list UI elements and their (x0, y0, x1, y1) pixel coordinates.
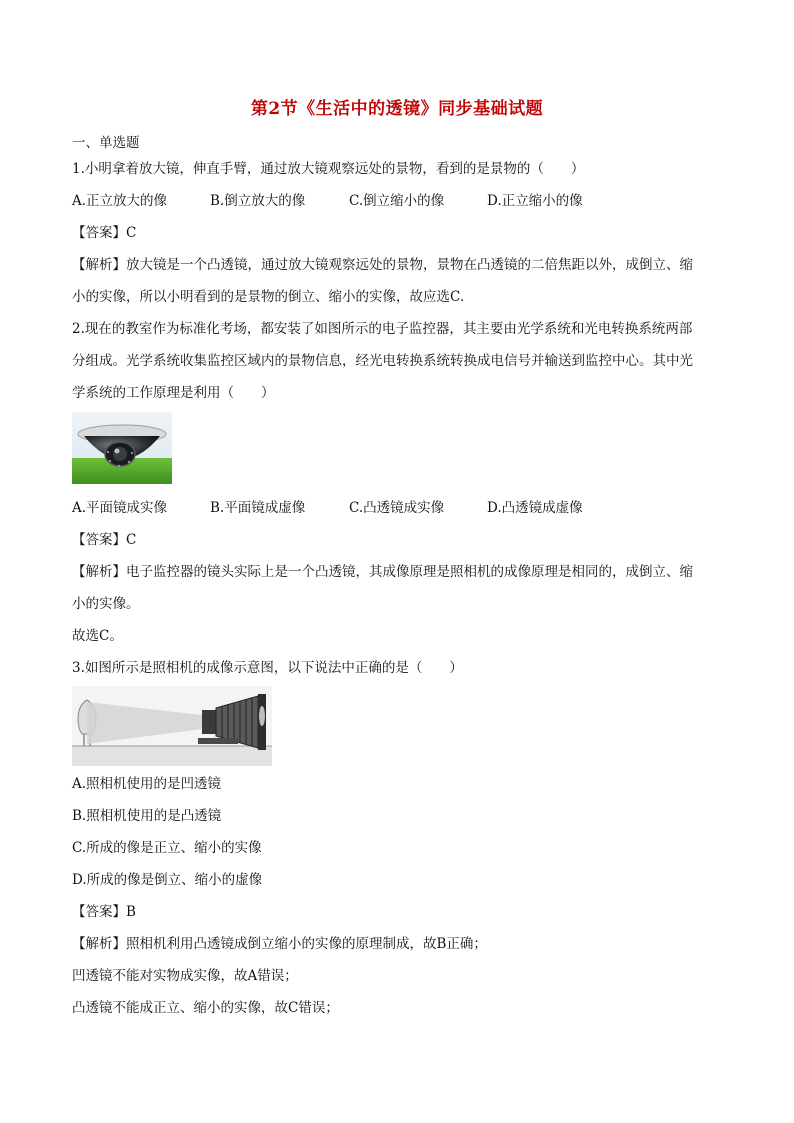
question-2-analysis-line: 故选C。 (72, 628, 123, 644)
option-a: A.正立放大的像 (72, 193, 168, 209)
question-2-analysis-line: 【解析】电子监控器的镜头实际上是一个凸透镜，其成像原理是照相机的成像原理是相同的，成倒立、缩 (72, 564, 693, 580)
question-1-analysis-line: 【解析】放大镜是一个凸透镜，通过放大镜观察远处的景物，景物在凸透镜的二倍焦距以外，成倒立、缩 (72, 257, 693, 273)
question-2-answer: 【答案】C (72, 532, 137, 548)
question-3-stem: 3.如图所示是照相机的成像示意图，以下说法中正确的是（ ） (72, 660, 463, 676)
question-2-stem-line: 学系统的工作原理是利用（ ） (72, 385, 275, 401)
page-title: 第2节《生活中的透镜》同步基础试题 (250, 99, 544, 119)
question-3-answer: 【答案】B (72, 904, 136, 920)
question-2-stem-line: 分组成。光学系统收集监控区域内的景物信息，经光电转换系统转换成电信号并输送到监控中心。其中光 (72, 353, 693, 369)
option-b: B.倒立放大的像 (210, 193, 306, 209)
question-2-options (72, 499, 583, 517)
option-c: C.倒立缩小的像 (349, 193, 445, 209)
option-c: C.凸透镜成实像 (349, 500, 445, 516)
question-3-analysis-line: 凹透镜不能对实物成实像，故A错误； (72, 968, 298, 984)
question-3-option-a: A.照相机使用的是凹透镜 (72, 776, 222, 792)
option-b: B.平面镜成虚像 (210, 500, 306, 516)
question-3-option-d: D.所成的像是倒立、缩小的虚像 (72, 872, 263, 888)
question-2-stem-line: 2.现在的教室作为标准化考场，都安装了如图所示的电子监控器，其主要由光学系统和光电转换系统两部 (72, 321, 693, 337)
question-3-analysis-line: 凸透镜不能成正立、缩小的实像，故C错误； (72, 1000, 339, 1016)
question-1-options (72, 192, 583, 210)
option-d: D.正立缩小的像 (487, 193, 583, 209)
question-1-stem: 1.小明拿着放大镜，伸直手臂，通过放大镜观察远处的景物，看到的是景物的（ ） (72, 161, 585, 177)
question-3-option-c: C.所成的像是正立、缩小的实像 (72, 840, 262, 856)
question-3-option-b: B.照相机使用的是凸透镜 (72, 808, 222, 824)
question-1-analysis-line: 小的实像，所以小明看到的是景物的倒立、缩小的实像，故应选C. (72, 289, 465, 305)
option-d: D.凸透镜成虚像 (487, 500, 583, 516)
question-2-analysis-line: 小的实像。 (72, 596, 140, 612)
surveillance-camera-image (72, 412, 172, 484)
question-3-analysis-line: 【解析】照相机利用凸透镜成倒立缩小的实像的原理制成，故B正确； (72, 936, 487, 952)
section-heading: 一、单选题 (72, 135, 140, 151)
option-a: A.平面镜成实像 (72, 500, 168, 516)
question-1-answer: 【答案】C (72, 225, 137, 241)
camera-imaging-diagram (72, 686, 272, 766)
